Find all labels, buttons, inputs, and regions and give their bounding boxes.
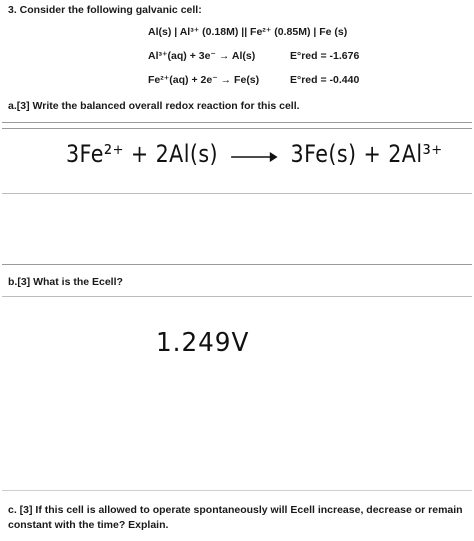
divider — [2, 264, 472, 265]
answer-reactants: 3Fe²⁺ + 2Al(s) — [66, 140, 219, 168]
divider — [2, 490, 472, 491]
divider — [2, 296, 472, 297]
part-c-prompt-line1: c. [3] If this cell is allowed to operate spontaneously will Ecell increase, decrease or remain — [8, 504, 463, 516]
part-b-prompt: b.[3] What is the Ecell? — [8, 276, 123, 288]
reaction-arrow-icon — [230, 141, 278, 169]
cell-notation: Al(s) | Al³⁺ (0.18M) || Fe²⁺ (0.85M) | Fe (s) — [148, 26, 348, 38]
part-a-prompt: a.[3] Write the balanced overall redox reaction for this cell. — [8, 100, 300, 112]
question-title: 3. Consider the following galvanic cell: — [8, 4, 202, 16]
divider — [2, 193, 472, 194]
half-reaction-iron: Fe²⁺(aq) + 2e⁻ → Fe(s) — [148, 74, 260, 86]
divider — [2, 128, 472, 129]
part-c-prompt-line2: constant with the time? Explain. — [8, 519, 169, 531]
half-reaction-iron-potential: E°red = -0.440 — [290, 74, 360, 86]
part-b-handwritten-answer: 1.249V — [156, 328, 250, 358]
divider — [2, 122, 472, 123]
part-a-handwritten-answer — [66, 140, 443, 169]
half-reaction-aluminum-potential: E°red = -1.676 — [290, 50, 360, 62]
answer-products: 3Fe(s) + 2Al³⁺ — [290, 140, 443, 168]
half-reaction-aluminum: Al³⁺(aq) + 3e⁻ → Al(s) — [148, 50, 256, 62]
